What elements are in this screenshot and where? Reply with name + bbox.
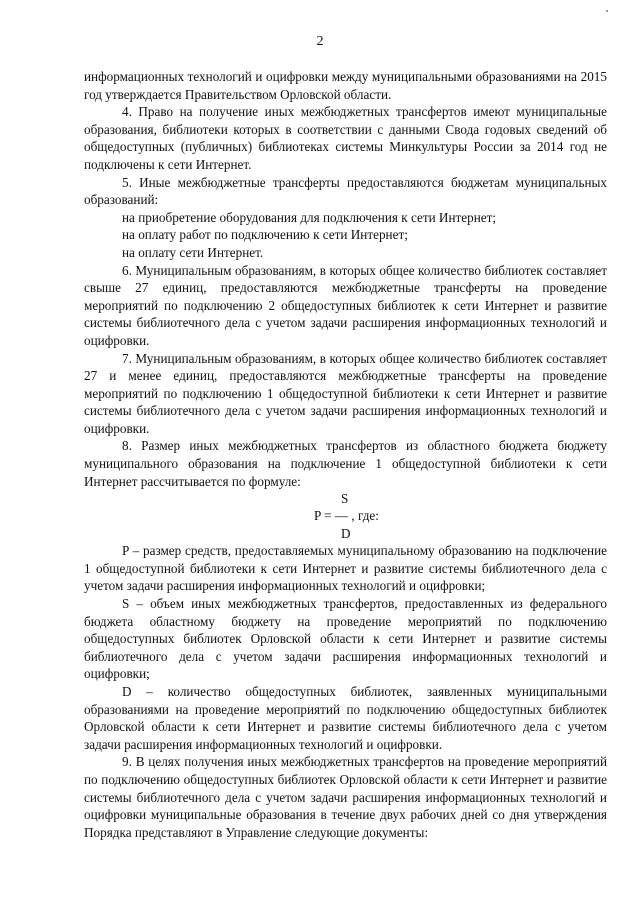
scan-speck [606, 10, 608, 12]
definition-p: P – размер средств, предоставляемых муниципальному образованию на подключение 1 общедоступной библиотеки к сети Интернет и развитие системы библиотечного дела с учетом задачи расширения информационных технологий и оцифровки; [84, 543, 607, 594]
document-body [84, 68, 607, 841]
paragraph-8: 8. Размер иных межбюджетных трансфертов из областного бюджета бюджету муниципального образования на подключение 1 общедоступной библиотеки к сети Интернет рассчитывается по формуле: [84, 438, 607, 489]
page-number: 2 [316, 34, 324, 49]
paragraph-7: 7. Муниципальным образованиям, в которых общее количество библиотек составляет 27 и менее единиц, предоставляются межбюджетные трансферты на проведение мероприятий по подключению 1 общедоступной библиотеки к сети Интернет и развитие системы библиотечного дела с учетом задачи расширения информационных технологий и оцифровки. [84, 350, 607, 436]
formula-equation: P = — , где: [314, 508, 379, 524]
list-item-works: на оплату работ по подключению к сети Интернет; [122, 227, 408, 243]
formula [84, 490, 607, 542]
list-item-equipment: на приобретение оборудования для подключения к сети Интернет; [122, 209, 497, 225]
paragraph-4: 4. Право на получение иных межбюджетных трансфертов имеют муниципальные образования, библиотеки которых в соответствии с данными Свода годовых сведений об общедоступных (публичных) библиотеках системы Минкультуры России за 2014 год не подключены к сети Интернет. [84, 104, 607, 172]
paragraph-9: 9. В целях получения иных межбюджетных трансфертов на проведение мероприятий по подключению общедоступных библиотек Орловской области к сети Интернет и развитие системы библиотечного дела с учетом задачи расширения информационных технологий и оцифровки муниципальные образования в течение двух рабочих дней со дня утверждения Порядка представляют в Управление следующие документы: [84, 754, 607, 840]
formula-denominator: D [341, 526, 351, 542]
paragraph-5: 5. Иные межбюджетные трансферты предоставляются бюджетам муниципальных образований: [84, 174, 607, 208]
definition-d: D – количество общедоступных библиотек, заявленных муниципальными образованиями на проведение мероприятий по подключению общедоступных библиотек Орловской области к сети Интернет и развитие системы библиотечного дела с учетом задачи расширения информационных технологий и оцифровки. [84, 684, 607, 752]
definition-s: S – объем иных межбюджетных трансфертов, предоставленных из федерального бюджета областному бюджету на проведение мероприятий по подключению общедоступных библиотек Орловской области к сети Интернет и развитие системы библиотечного дела с учетом задачи расширения информационных технологий и оцифровки; [84, 596, 607, 682]
formula-numerator: S [341, 491, 349, 507]
paragraph-continuation: информационных технологий и оцифровки между муниципальными образованиями на 2015 год утверждается Правительством Орловской области. [84, 69, 607, 102]
paragraph-6: 6. Муниципальным образованиям, в которых общее количество библиотек составляет свыше 27 единиц, предоставляются межбюджетные трансферты на проведение мероприятий по подключению 2 общедоступных библиотек к сети Интернет и развитие системы библиотечного дела с учетом задачи расширения информационных технологий и оцифровки. [84, 262, 607, 348]
list-item-internet: на оплату сети Интернет. [122, 244, 264, 260]
